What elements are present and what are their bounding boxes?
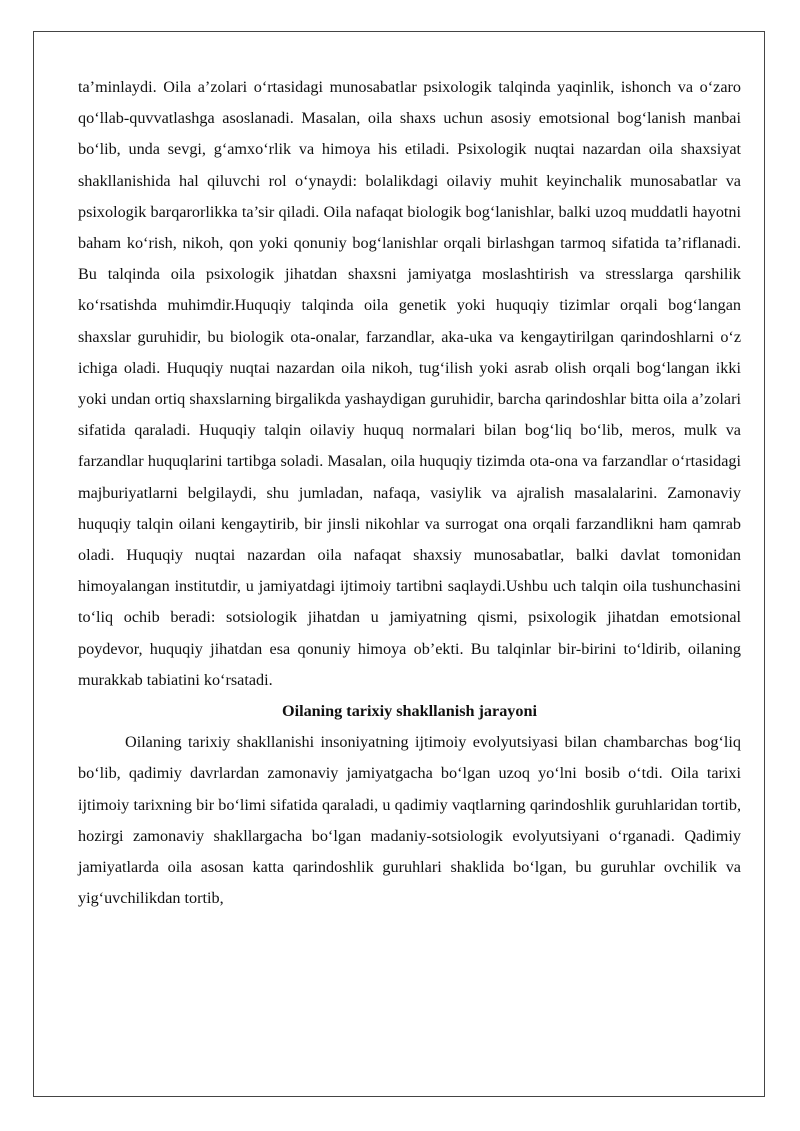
section-heading: Oilaning tarixiy shakllanish jarayoni xyxy=(281,702,537,721)
paragraph: ta’minlaydi. Oila a’zolari o‘rtasidagi munosabatlar psixologik talqinda yaqinlik, ishonch va o‘zaro qo‘llab-quvvatlashga asoslanadi. Masalan, oila shaxs uchun asosiy emotsional bog‘lanish manbai bo‘lib, unda sevgi, g‘amxo‘rlik va himoya his etiladi. Psixologik nuqtai nazardan oila shaxsiyat shakllanishida hal qiluvchi rol o‘ynaydi: bolalikdagi oilaviy muhit keyinchalik munosabatlar va psixologik barqarorlikka ta’sir qiladi. Oila nafaqat biologik bog‘lanishlar, balki uzoq muddatli hayotni baham ko‘rish, nikoh, qon yoki qonuniy bog‘lanishlar orqali birlashgan tarmoq sifatida ta’riflanadi. Bu talqinda oila psixologik jihatdan shaxsni jamiyatga moslashtirish va stresslarga qarshilik ko‘rsatishda muhimdir.Huquqiy talqinda oila genetik yoki huquqiy tizimlar orqali bog‘langan shaxslar guruhidir, bu biologik ota-onalar, farzandlar, aka-uka va kengaytirilgan qarindoshlarni o‘z ichiga oladi. Huquqiy nuqtai nazardan oila nikoh, tug‘ilish yoki asrab olish orqali bog‘langan ikki yoki undan ortiq shaxslarning birgalikda yashaydigan guruhidir, barcha qarindoshlar bitta oila a’zolari sifatida qaraladi. Huquqiy talqin oilaviy huquq normalari bilan bog‘liq bo‘lib, meros, mulk va farzandlar huquqlarini tartibga soladi. Masalan, oila huquqiy tizimda ota-ona va farzandlar o‘rtasidagi majburiyatlarni belgilaydi, shu jumladan, nafaqa, vasiylik va ajralish masalalarini. Zamonaviy huquqiy talqin oilani kengaytirib, bir jinsli nikohlar va surrogat ona orqali farzandlikni ham qamrab oladi. Huquqiy nuqtai nazardan oila nafaqat shaxsiy munosabatlar, balki davlat tomonidan himoyalangan institutdir, u jamiyatdagi ijtimoiy tartibni saqlaydi.Ushbu uch talqin oila tushunchasini to‘liq ochib beradi: sotsiologik jihatdan u jamiyatning qismi, psixologik jihatdan emotsional poydevor, huquqiy jihatdan esa qonuniy himoya ob’ekti. Bu talqinlar bir-birini to‘ldirib, oilaning murakkab tabiatini ko‘rsatadi. xyxy=(78,78,741,689)
paragraph: Oilaning tarixiy shakllanishi insoniyatning ijtimoiy evolyutsiyasi bilan chambarchas bog‘liq bo‘lib, qadimiy davrlardan zamonaviy jamiyatgacha bo‘lgan uzoq yo‘lni bosib o‘tdi. Oila tarixi ijtimoiy tarixning bir bo‘limi sifatida qaraladi, u qadimiy vaqtlarning qarindoshlik guruhlaridan tortib, hozirgi zamonaviy shakllargacha bo‘lgan madaniy-sotsiologik evolyutsiyani o‘rganadi. Qadimiy jamiyatlarda oila asosan katta qarindoshlik guruhlari shaklida bo‘lgan, bu guruhlar ovchilik va yig‘uvchilikdan tortib, xyxy=(78,733,741,908)
document-body xyxy=(78,72,741,914)
